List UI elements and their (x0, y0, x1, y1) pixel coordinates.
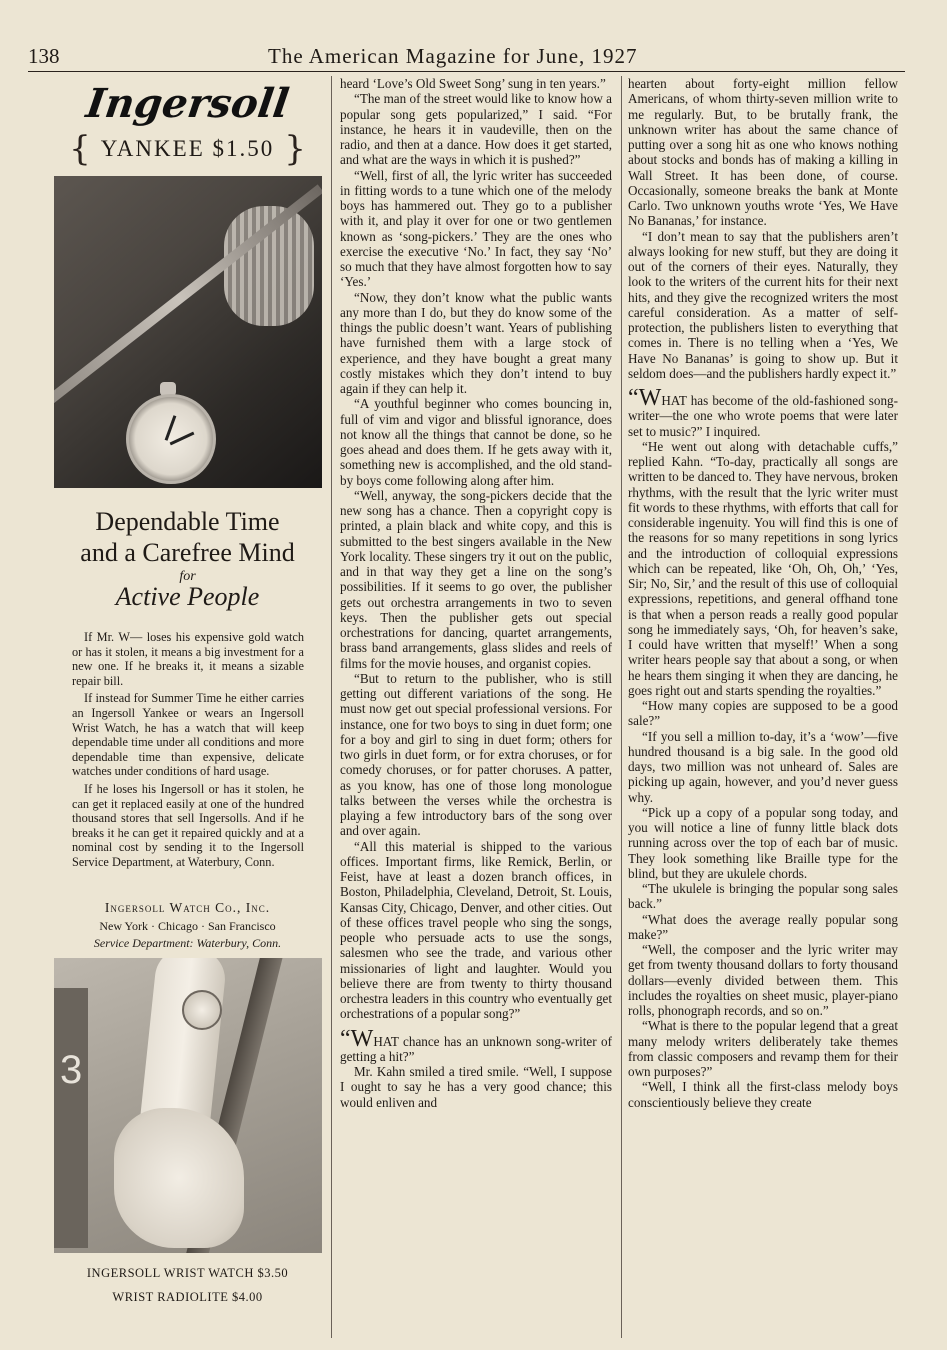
radiolite-price: WRIST RADIOLITE $4.00 (112, 1290, 263, 1304)
ad-price-list (52, 1266, 323, 1314)
article-paragraph: “But to return to the publisher, who is still getting out different variations of the song. He must now get out special professional versions. For instance, one for two boys to sing in duet form; one for a boy and girl to sing in duet form; others for two girls in duet form, or for extra choruses, or for comedy choruses, or for patter choruses. A patter, as you know, has one of those long monologue talks between the verses while the orchestra is playing a few introductory bars of the song over and over again. (340, 670, 612, 839)
ad-paragraph: If Mr. W— loses his expensive gold watch or has it stolen, it means a big investment for a new one. If he breaks it, it means a sizable repair bill. (72, 630, 304, 688)
page-header (28, 44, 903, 70)
service-department: Service Department: Waterbury, Conn. (93, 936, 282, 950)
wristwatch-icon (182, 990, 222, 1030)
ad-paragraph: If instead for Summer Time he either carries an Ingersoll Yankee or wears an Ingersoll Wrist Watch, he has a watch that will keep dependable time under all conditions and more dependable time than expensive, delicate watches under conditions of hard usage. (72, 691, 304, 779)
article-paragraph: Mr. Kahn smiled a tired smile. “Well, I suppose I ought to say he has a very good chance; this would enliven and (340, 1064, 612, 1110)
article-paragraph: “The man of the street would like to know how a popular song gets popularized,” I said. “For instance, he hears it in vaudeville, then on the radio, and then at a dance. How does it get started, and what are the ways in which it is pushed?” (340, 91, 612, 168)
section-opening-text: HAT chance has an unknown song-writer of getting a hit?” (340, 1033, 612, 1064)
article-column-2 (628, 76, 898, 1338)
ad-paragraph: If he loses his Ingersoll or has it stolen, he can get it replaced easily at one of the hundred thousand stores that sell Ingersolls. And if he breaks it he can get it repaired quickly and at a nominal cost by sending it to the Ingersoll Service Department, at Waterbury, Conn. (72, 781, 304, 869)
article-paragraph: heard ‘Love’s Old Sweet Song’ sung in ten years.” (340, 76, 606, 91)
article-paragraph: “I don’t mean to say that the publishers aren’t always looking for new stuff, but they are doing it out of the corners of their eyes. Naturally, they look to the writers of the current hits for their next hits, and they give the recognized writers the most careful consideration. As a matter of self-protection, the publishers listen to everything that comes in. There is no telling when a ‘Yes, We Have No Bananas’ is going to show up. But it seldom does—and the publishers hardly expect it.” (628, 228, 898, 381)
article-paragraph: “What is there to the popular legend that a great many melody writers deliberately take themes from classic composers and revamp them for their own purposes?” (628, 1018, 898, 1079)
article-paragraph: “A youthful beginner who comes bouncing in, full of vim and vigor and blissful ignorance, does not know all the things that cannot be done, so he goes ahead and does them. If he gets away with it, something new is accomplished, and the old stand-by boys come following along after him. (340, 396, 612, 488)
article-paragraph: “What does the average really popular song make?” (628, 911, 898, 942)
article-paragraph: “All this material is shipped to the various offices. Important firms, like Remick, Berlin, or Feist, have at least a dozen branch offices, in Boston, Philadelphia, Cleveland, Detroit, St. Louis, Kansas City, Chicago, Denver, and other cities. Out of these offices travel people who sing the songs, people who persuade acts to use the songs, salesmen who see the trade, and various other missionaries of light and laughter. Would you believe there are from twenty to thirty thousand orchestra leaders in this country who eventually get orchestrations of a popular song?” (340, 838, 612, 1022)
left-flourish-icon: { (69, 129, 91, 169)
watch-hour-hand (165, 415, 177, 440)
wrist-watch-price: INGERSOLL WRIST WATCH $3.50 (86, 1266, 289, 1280)
article-paragraph: “He went out along with detachable cuffs,” replied Kahn. “To-day, practically all songs are written to be danced to. They have nervous, broken rhythms, with the result that the lyric writer must fit words to these rhythms, with efforts that call for considerable ingenuity. You will find this is one of the reasons for so many repetitions in song lyrics and the introduction of colloquial expressions which can be repeated, like ‘Oh, Oh, Oh,’ ‘Yes, Sir; No, Sir,’ and the result of this use of colloquial expressions, repetitions, and general offhand tone is that when a person reads a really good popular song he immediately says, ‘Oh, for heaven’s sake, I could have written that myself!’ When a song writer hears people say that about a song, or when he hears them singing it when they are dancing, he goes right out and starts spending the royalties.” (628, 438, 898, 698)
section-opening (628, 385, 898, 439)
company-block (52, 900, 323, 951)
page-number: 138 (28, 44, 60, 68)
hand-shape (114, 1108, 244, 1248)
article-paragraph: “Well, anyway, the song-pickers decide that the new song has a chance. Then a copyright copy is printed, a plain black and white copy, and this is submitted to the best singers available in the New York locality. These singers try it out on the public, and in that way they get a line on the song’s possibilities. If it seems to go over, the publisher gets out orchestra arrangements in two to seven keys. Then the publisher gets out special orchestrations for dancing, quartet arrangements, brass band arrangements, glass slides and reels of films for the movie houses, and organist copies. (340, 487, 612, 671)
article-paragraph: “The ukulele is bringing the popular song sales back.” (628, 881, 898, 912)
headline-line-2: and a Carefree Mind (80, 538, 295, 567)
pocket-watch-icon (126, 394, 216, 484)
article-paragraph: “Well, I think all the first-class melody boys conscientiously believe they create (628, 1079, 898, 1110)
watch-minute-hand (170, 432, 195, 446)
article-paragraph: “Well, first of all, the lyric writer has succeeded in fitting words to a tune which one of the melody boys has hammered out. They go to a publisher with it, and play it over for one or two gentlemen known as ‘song-pickers.’ They are the ones who exercise the executive ‘No.’ In fact, they say ‘No’ so much that they have almost forgotten how to say ‘Yes.’ (340, 167, 612, 290)
scoreboard-shape (54, 988, 88, 1248)
header-rule (28, 71, 905, 72)
headline-for: for (179, 569, 196, 584)
article-column-1 (340, 76, 612, 1338)
company-name: Ingersoll Watch Co., Inc. (104, 900, 271, 915)
ingersoll-advertisement (52, 78, 323, 1338)
ad-body-copy (72, 630, 304, 873)
drop-cap: “W (628, 385, 662, 411)
ad-headline (52, 506, 323, 568)
magazine-masthead: The American Magazine for June, 1927 (268, 44, 638, 68)
wrist-watch-photo (54, 958, 322, 1253)
drop-cap: “W (340, 1025, 374, 1052)
article-paragraph: “If you sell a million to-day, it’s a ‘wow’—five hundred thousand is a big sale. In the good old days, two million was not unheard of. Sales are picking up again, however, and you’d never guess why. (628, 728, 898, 805)
model-line (52, 130, 323, 168)
article-paragraph: “Now, they don’t know what the public wants any more than I do, but they do know some of the things the public doesn’t want. Years of publishing have furnished them with a large stock of experience, and they have bought a great many costly mistakes which they don’t intend to buy again if they can help it. (340, 289, 612, 396)
model-price: YANKEE $1.50 (100, 136, 275, 161)
section-opening-text: HAT has become of the old-fashioned song-writer—the one who wrote poems that were later set to music?” I inquired. (628, 393, 898, 439)
article-paragraph: “Well, the composer and the lyric writer may get from twenty thousand dollars to forty thousand dollars—evenly divided between them. This includes the royalties on sheet music, player-piano rolls, phonograph records, and so on.” (628, 942, 898, 1018)
column-rule (621, 76, 622, 1338)
pocket-watch-photo (54, 176, 322, 488)
brand-logo: Ingersoll (83, 80, 292, 127)
article-paragraph: “How many copies are supposed to be a good sale?” (628, 698, 898, 729)
headline-active-people: Active People (115, 582, 260, 611)
column-rule (331, 76, 332, 1338)
headline-line-1: Dependable Time (95, 507, 280, 536)
article-paragraph: “Pick up a copy of a popular song today, and you will notice a line of funny little black dots running across over the top of each bar of music. They look something like Braille type for the blind, but they are ukulele chords. (628, 804, 898, 881)
section-opening (340, 1025, 612, 1065)
right-flourish-icon: } (284, 129, 306, 169)
scoreboard-glyph: 3 (60, 1048, 83, 1092)
company-cities: New York · Chicago · San Francisco (99, 919, 276, 933)
article-paragraph: hearten about forty-eight million fellow Americans, of whom thirty-seven million write to me regularly. But, to be brutally frank, the unknown writer has about the same chance of putting over a song hit as one who knows nothing about stocks and bonds has of making a killing in Wall Street. It has been done, of course. Occasionally, someone breaks the bank at Monte Carlo. Two unknown youths wrote ‘Yes, We Have No Bananas,’ for instance. (628, 76, 898, 229)
